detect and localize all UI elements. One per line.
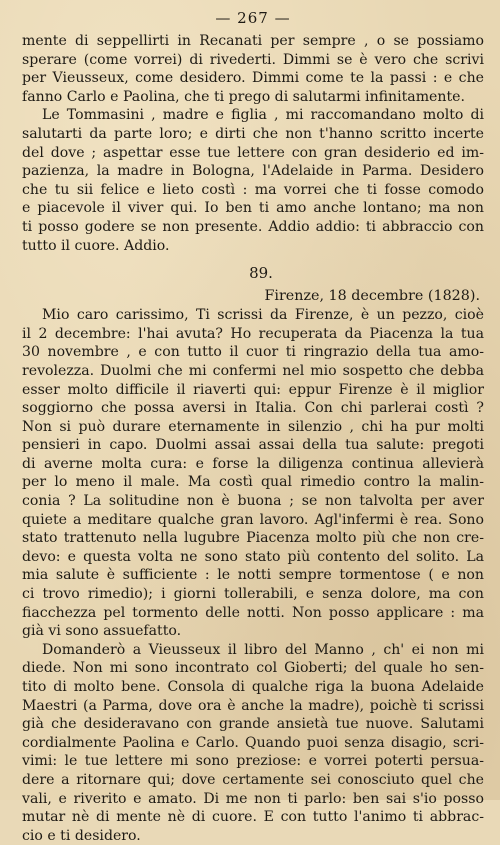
text-line: mia salute è sufficiente : le notti sempre tormentose ( e non (22, 567, 484, 584)
text-line: esser molto difficile il riaverti qui: eppur Firenze è il miglior (22, 381, 484, 398)
text-line: fanno Carlo e Paolina, che ti prego di salutarmi infinitamente. (22, 88, 465, 105)
text-line: stato trattenuto nella lugubre Piacenza molto più che non cre- (22, 530, 484, 547)
letter-continuation (22, 32, 484, 106)
text-line: Maestri (a Parma, dove ora è anche la madre), poichè ti scrissi (22, 697, 484, 714)
text-line: tito di molto bene. Consola di qualche riga la buona Adelaide (22, 679, 484, 695)
text-line: pazienza, la madre in Bologna, l'Adelaide in Parma. Desidero (22, 163, 484, 180)
text-line: di averne molta cura: e forse la diligenza continua allevierà (22, 455, 484, 472)
text-line: ci trovo rimedio); i giorni tollerabili, e senza dolore, ma con (22, 586, 484, 603)
text-line: e piacevole il viver qui. Io ben ti amo anche lontano; ma non (22, 200, 484, 217)
text-line: per lo meno il male. Ma costì qual rimedio contro la malin- (22, 474, 484, 491)
text-line: vali, e riverito e amato. Di me non ti parlo: ben sai s'io posso (22, 790, 484, 807)
text-line: del dove ; aspettar esse tue lettere con gran desiderio ed im- (22, 144, 484, 161)
text-line: ti posso godere se non presente. Addio addio: ti abbraccio con (22, 218, 484, 235)
text-line: mutar nè di mente nè di cuore. E con tutto l'animo ti abbrac- (22, 809, 484, 826)
text-line: per Vieusseux, come desidero. Dimmi come te la passi : e che (22, 70, 484, 87)
text-line: 30 novembre , e con tutto il cuor ti ringrazio della tua amo- (22, 344, 484, 361)
text-line: fiacchezza pel tormento delle notti. Non posso applicare : ma (22, 604, 484, 621)
paragraph (22, 641, 484, 845)
text-line: Non si può durare eternamente in silenzio , chi ha pur molti (22, 418, 484, 435)
letter-number: 89. (249, 264, 273, 283)
text-line: sperare (come vorrei) di rivederti. Dimmi se è vero che scrivi (22, 51, 484, 68)
text-line: diede. Non mi sono incontrato col Gioberti; del quale ho sen- (22, 660, 484, 677)
paragraph (22, 106, 484, 255)
text-line: che tu sii felice e lieto costì : ma vorrei che ti fosse comodo (22, 181, 484, 198)
paragraph (22, 306, 484, 641)
text-line: il 2 decembre: l'hai avuta? Ho recuperata da Piacenza la tua (22, 325, 484, 342)
dateline: Firenze, 18 decembre (1828). (264, 288, 480, 305)
text-line: già vi sono assuefatto. (22, 623, 182, 640)
text-line: Mio caro carissimo, Ti scrissi da Firenze, è un pezzo, cioè (42, 307, 484, 324)
text-line: salutarti da parte loro; e dirti che non t'hanno scritto incerte (22, 125, 484, 142)
page-number: — 267 — (215, 9, 291, 27)
text-line: soggiorno che possa aversi in Italia. Con chi parlerai costì ? (22, 400, 484, 417)
text-line: revolezza. Duolmi che mi confermi nel mio sospetto che debba (22, 362, 484, 379)
text-line: vimi: le tue lettere mi sono preziose: e vorrei poterti persua- (22, 753, 484, 770)
text-line: già che desideravano con grande ansietà tue nuove. Salutami (22, 716, 484, 733)
text-line: tutto il cuore. Addio. (22, 237, 170, 254)
text-line: Le Tommasini , madre e figlia , mi raccomandano molto di (42, 107, 484, 124)
text-line: mente di seppellirti in Recanati per sempre , o se possiamo (22, 33, 484, 49)
text-line: devo: e questa volta ne sono stato più contento del solito. La (22, 548, 484, 565)
text-line: dere a ritornare qui; dove certamente sei conosciuto quel che (22, 771, 484, 788)
text-line: cordialmente Paolina e Carlo. Quando puoi senza disagio, scri- (22, 734, 484, 751)
text-line: cio e ti desidero. (22, 827, 141, 844)
text-line: pensieri in capo. Duolmi assai assai della tua salute: pregoti (22, 437, 484, 454)
text-line: conia ? La solitudine non è buona ; se non talvolta per aver (22, 493, 484, 510)
text-line: quiete a meditare qualche gran lavoro. Agl'infermi è rea. Sono (22, 511, 484, 528)
text-line: Domanderò a Vieusseux il libro del Manno , ch' ei non mi (42, 641, 484, 658)
